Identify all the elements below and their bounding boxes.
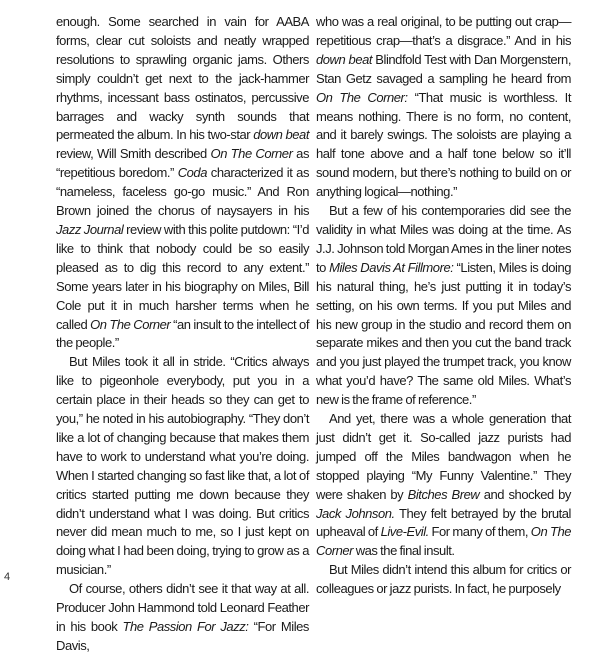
right-column	[316, 13, 571, 599]
paragraph: But Miles took it all in stride. “Critics always like to pigeonhole everybody, put you in a certain place in their heads so they can get to you,” he noted in his autobiography. “They don’t like a lot of changing because that makes them have to work to understand what you’re doing. When I started changing so fast like that, a lot of critics started putting me down because they didn’t understand what I was doing. But critics never did mean much to me, so I just kept on doing what I had been doing, trying to grow as a musician.”	[56, 354, 309, 578]
page-number: 4	[4, 571, 11, 583]
paragraph: But a few of his contemporaries did see the validity in what Miles was doing at the time. As J.J. Johnson told Morgan Ames in the liner notes to Miles Davis At Fillmore: “Listen, Miles is doing his natural thing, he’s just putting it in today’s setting, on his own terms. If you put Miles and his new group in the studio and record them on separate mikes and then you cut the band track and you just played the trumpet track, you know what you’d have? The same old Miles. What’s new is the frame of reference.”	[316, 203, 572, 408]
paragraph: And yet, there was a whole generation that just didn’t get it. So-called jazz purists had jumped off the Miles bandwagon when he stopped playing “My Funny Valentine.” They were shaken by Bitches Brew and shocked by Jack Johnson. They felt betrayed by the brutal upheaval of Live-Evil. For many of them, On The Corner was the final insult.	[316, 411, 571, 559]
paragraph: But Miles didn’t intend this album for critics or colleagues or jazz purists. In fact, he purposely	[316, 562, 571, 597]
paragraph: Of course, others didn’t see it that way at all. Producer John Hammond told Leonard Feather in his book The Passion For Jazz: “For Miles Davis,	[56, 581, 309, 653]
left-column	[56, 13, 309, 656]
paragraph: enough. Some searched in vain for AABA forms, clear cut soloists and neatly wrapped resolutions to sprawling organic jams. Others simply couldn’t get next to the jack-hammer rhythms, incessant bass ostinatos, percussive barrages and wacky synth sounds that permeated the album. In his two-star down beat review, Will Smith described On The Corner as “repetitious boredom.” Coda characterized it as “nameless, faceless go-go music.” And Ron Brown joined the chorus of naysayers in his Jazz Journal review with this polite putdown: “I’d like to think that nobody could be so easily pleased as to dig this record to any extent.” Some years later in his biography on Miles, Bill Cole put it in much harsher terms when he called On The Corner “an insult to the intellect of the people.”	[56, 14, 310, 351]
paragraph: who was a real original, to be putting out crap—repetitious crap—that’s a disgrace.” And in his down beat Blindfold Test with Dan Morgenstern, Stan Getz savaged a sampling he heard from On The Corner: “That music is worthless. It means nothing. There is no form, no content, and it barely swings. The soloists are playing a half tone above and a half tone below so it’ll sound modern, but there’s nothing to build on or anything logical—nothing.”	[316, 14, 572, 200]
